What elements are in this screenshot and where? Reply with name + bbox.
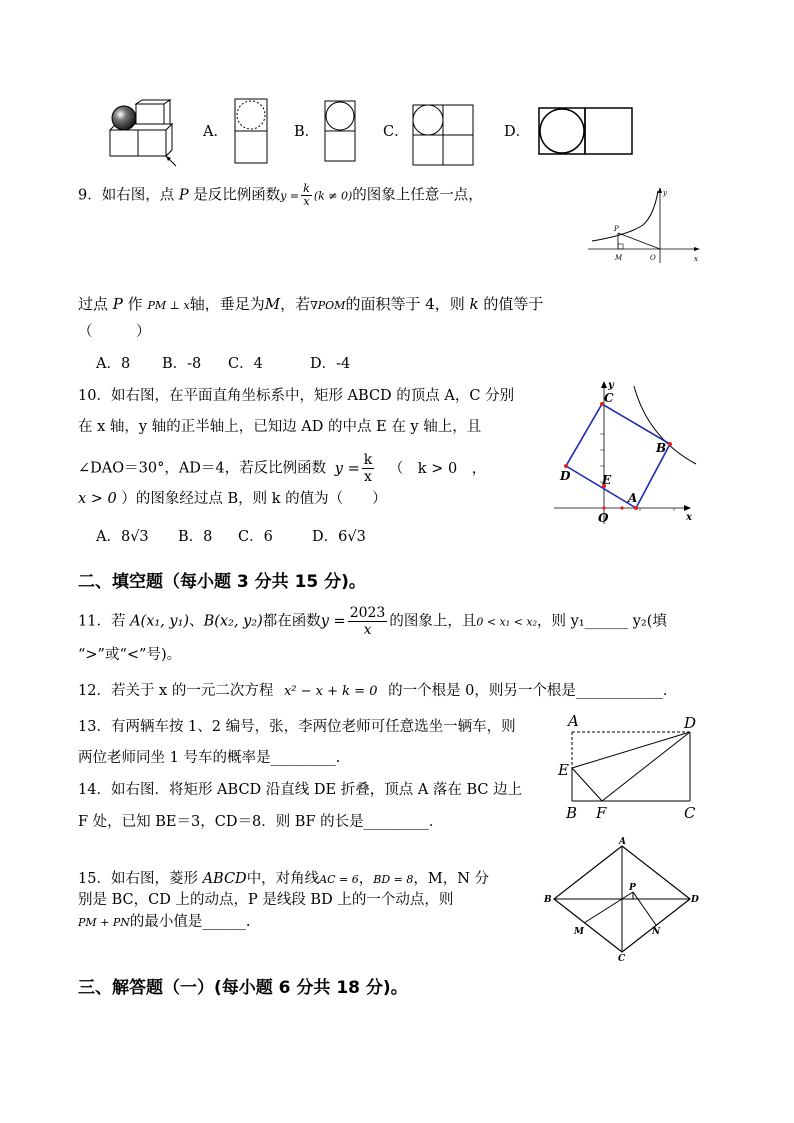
q12-line <box>78 681 677 702</box>
q11-func-den: x <box>363 622 372 638</box>
q9-func-num: k <box>303 182 310 195</box>
q10-line1: 10．如右图，在平面直角坐标系中，矩形 ABCD 的顶点 A，C 分别 <box>78 388 515 404</box>
q9-perp: PM ⊥ x <box>147 299 190 312</box>
q9-text: 9．如右图，点 <box>78 187 175 204</box>
q10-graph-x: x <box>686 512 692 523</box>
q13-line1: 13．有两辆车按 1、2 编号，张，李两位老师可任意选坐一辆车，则 <box>78 719 516 735</box>
q15-text: ， <box>358 871 374 887</box>
q9-option-a: A．8 <box>96 356 131 372</box>
q9-option-d: D．-4 <box>310 356 351 372</box>
q9-paren: （ ） <box>78 324 151 340</box>
q9-line2 <box>78 294 543 316</box>
q14-line2: F 处，已知 BE＝3，CD＝8．则 BF 的长是_________． <box>78 814 444 830</box>
q8-view-d <box>538 107 634 155</box>
q11-func-y: y = <box>320 613 346 630</box>
q9-option-b: B．-8 <box>162 356 202 372</box>
q14-graph-b: B <box>566 804 578 822</box>
q10-line2: 在 x 轴，y 轴的正半轴上，已知边 AD 的中点 E 在 y 轴上，且 <box>78 419 482 435</box>
q15-graph-m: M <box>574 927 584 937</box>
q8-view-b <box>324 100 356 164</box>
q11-line1 <box>78 605 667 638</box>
q8-option-b: B． <box>294 124 320 140</box>
q10-x-cond: x > 0 <box>78 491 117 507</box>
q15-line2: 别是 BC，CD 上的动点，P 是线段 BD 上的一个动点，则 <box>78 892 454 908</box>
q8-figure-row <box>100 98 640 168</box>
q12-text: 12．若关于 x 的一元二次方程 <box>78 683 274 699</box>
q9-point-p: P <box>112 295 123 313</box>
q8-option-a: A． <box>203 124 228 140</box>
q9-graph-o: O <box>650 254 656 262</box>
q10-option-a: A．8√3 <box>96 529 149 545</box>
q11-line2: “>”或“<”号)。 <box>78 647 182 663</box>
q10-graph-a: A <box>628 491 638 505</box>
q10-graph <box>548 378 698 528</box>
q10-graph-o: O <box>598 511 609 525</box>
q14-line1: 14．如右图．将矩形 ABCD 沿直线 DE 折叠，顶点 A 落在 BC 边上 <box>78 782 523 798</box>
q15-graph-n: N <box>652 927 661 937</box>
q15-graph-c: C <box>618 954 626 964</box>
q11-text: 11．若 <box>78 613 126 630</box>
q10-graph-c: C <box>604 391 614 405</box>
q9-option-c: C．4 <box>228 356 263 372</box>
q10-text: ）的图象经过点 B，则 k 的值为（ ） <box>121 491 387 507</box>
q11-point-b: B(x₂, y₂) <box>203 613 263 630</box>
q10-line4 <box>78 489 387 509</box>
q9-text: 是反比例函数 <box>193 187 281 204</box>
q10-text: ∠DAO＝30°，AD＝4，若反比例函数 <box>78 460 327 477</box>
q8-option-d: D． <box>504 124 531 140</box>
q9-func-cond: (k ≠ 0) <box>313 189 353 203</box>
q14-graph-c: C <box>684 804 696 822</box>
q11-func-num: 2023 <box>349 605 386 621</box>
q9-text: 轴，垂足为 <box>189 295 265 313</box>
q9-point-m: M <box>264 295 281 313</box>
q11-point-a: A(x₁, y₁) <box>130 613 190 630</box>
q15-ac: AC = 6 <box>319 873 359 886</box>
q11-text: 的图象上，且 <box>389 613 477 630</box>
q15-text: 15．如右图，菱形 <box>78 871 198 887</box>
q15-rhombus: ABCD <box>202 871 247 887</box>
q14-graph-a: A <box>568 712 579 730</box>
q8-solid-figure <box>100 98 190 168</box>
section-2-title: 二、填空题（每小题 3 分共 15 分)。 <box>78 572 366 592</box>
q9-options <box>96 354 350 374</box>
q9-graph <box>588 185 704 265</box>
q15-graph <box>540 836 704 964</box>
q9-text: 作 <box>127 295 143 313</box>
q10-line3 <box>78 452 486 485</box>
q15-graph-p: P <box>629 883 636 893</box>
q10-condition: （ k > 0 ， <box>388 460 487 477</box>
q10-option-b: B．8 <box>178 529 213 545</box>
q15-line3 <box>78 912 251 933</box>
q9-graph-x: x <box>694 255 698 263</box>
q11-text: 都在函数 <box>262 613 321 630</box>
q9-text: 的图象上任意一点， <box>352 187 483 204</box>
q12-text: 的一个根是 0，则另一个根是____________． <box>388 683 678 699</box>
q14-graph-d: D <box>684 714 697 732</box>
q10-graph-y: y <box>608 380 614 391</box>
q15-text: 中，对角线 <box>246 871 320 887</box>
q8-view-c <box>412 104 474 166</box>
q10-graph-d: D <box>560 469 571 483</box>
q15-graph-b: B <box>544 895 552 905</box>
q8-view-a <box>234 98 268 164</box>
q14-graph <box>556 708 706 822</box>
q9-func-fraction <box>301 183 312 208</box>
q15-pm-pn: PM + PN <box>78 916 130 929</box>
q9-func-den: x <box>303 195 310 208</box>
q10-func-fraction <box>362 452 374 485</box>
section-3-title: 三、解答题（一）(每小题 6 分共 18 分)。 <box>78 978 408 998</box>
q9-text: 的值等于 <box>483 295 544 313</box>
q10-options <box>96 527 366 547</box>
q15-bd: BD = 8 <box>373 873 414 886</box>
q8-option-c: C． <box>383 124 409 140</box>
q11-func-fraction <box>348 605 388 638</box>
q9-func-y: y = <box>280 189 300 203</box>
q9-point-p: P <box>178 187 189 204</box>
q15-graph-d: D <box>691 895 699 905</box>
q9-text: 过点 <box>78 295 109 313</box>
q14-graph-f: F <box>596 804 607 822</box>
q15-graph-a: A <box>619 837 626 847</box>
q12-equation: x² − x + k = 0 <box>283 684 378 699</box>
q15-line1 <box>78 869 489 890</box>
q10-option-d: D．6√3 <box>312 529 366 545</box>
q10-func-num: k <box>363 452 373 468</box>
q11-text: 、 <box>189 613 204 630</box>
q10-func-den: x <box>364 469 372 485</box>
q9-k: k <box>469 295 479 313</box>
q15-text: 的最小值是______. <box>129 914 251 930</box>
q11-text: ，则 y₁______ y₂(填 <box>537 613 667 630</box>
q11-condition: 0 < x₁ < x₂ <box>476 615 537 629</box>
q9-triangle: ∇POM <box>310 299 346 312</box>
q10-option-c: C．6 <box>238 529 273 545</box>
q15-text: ，M，N 分 <box>413 871 490 887</box>
q10-func-y: y = <box>334 460 360 477</box>
q9-text: ，若 <box>280 295 311 313</box>
q13-line2: 两位老师同坐 1 号车的概率是_________. <box>78 750 341 766</box>
q9-text: 的面积等于 4，则 <box>345 295 465 313</box>
q9-graph-p: P <box>614 225 619 233</box>
q14-graph-e: E <box>558 761 569 779</box>
q9-line1 <box>78 183 483 208</box>
q10-graph-b: B <box>656 441 667 455</box>
q10-graph-e: E <box>602 473 612 487</box>
q9-graph-y: y <box>663 189 667 197</box>
q9-graph-m: M <box>615 254 623 262</box>
